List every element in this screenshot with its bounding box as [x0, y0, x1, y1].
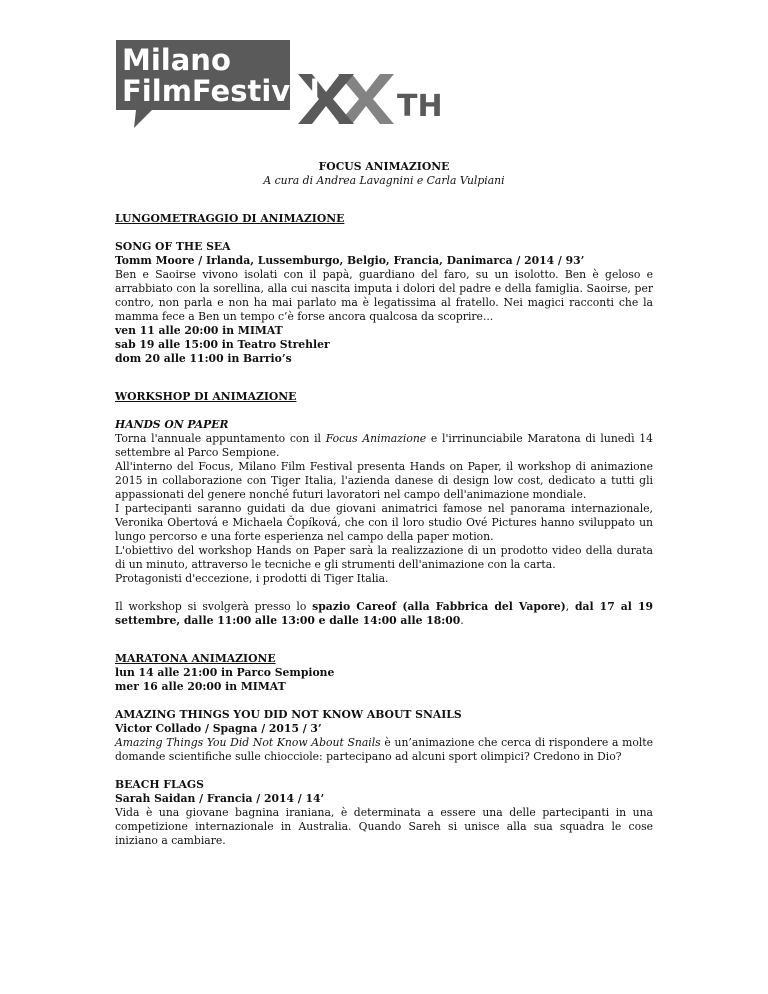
- section-heading-feature: LUNGOMETRAGGIO DI ANIMAZIONE: [115, 212, 345, 225]
- logo-line-filmfestival: FilmFestival: [122, 74, 320, 108]
- page-title: FOCUS ANIMAZIONE: [318, 160, 450, 173]
- curators-line: A cura di Andrea Lavagnini e Carla Vulpiani: [263, 174, 505, 187]
- film-title: AMAZING THINGS YOU DID NOT KNOW ABOUT SNAILS: [115, 708, 462, 721]
- film-credits: Victor Collado / Spagna / 2015 / 3’: [115, 722, 322, 735]
- film-credits: Sarah Saidan / Francia / 2014 / 14’: [115, 792, 325, 805]
- workshop-title: HANDS ON PAPER: [115, 418, 229, 431]
- document-body: [115, 160, 653, 848]
- logo-edition-suffix: TH: [397, 89, 443, 124]
- section-heading-workshop: WORKSHOP DI ANIMAZIONE: [115, 390, 297, 403]
- screening-line: mer 16 alle 20:00 in MIMAT: [115, 680, 286, 693]
- section-heading-marathon: MARATONA ANIMAZIONE: [115, 652, 276, 665]
- workshop-paragraph: I partecipanti saranno guidati da due giovani animatrici famose nel panorama internazionale, Veronika Obertová e Michaela Čopíková, che con il loro studio Ové Pictures hanno sviluppato un lungo percorso e una forte esperienza nel campo della paper motion.: [115, 502, 653, 543]
- film-synopsis: Vida è una giovane bagnina iraniana, è determinata a essere una delle partecipanti in una competizione internazionale in Australia. Quando Sareh si unisce alla sua squadra le cose iniziano a cambiare.: [115, 806, 653, 847]
- workshop-paragraph: Torna l'annuale appuntamento con il Focus Animazione e l'irrinunciabile Maratona di lunedì 14 settembre al Parco Sempione.: [115, 432, 653, 459]
- workshop-paragraph: All'interno del Focus, Milano Film Festival presenta Hands on Paper, il workshop di animazione 2015 in collaborazione con Tiger Italia, l'azienda danese di design low cost, dedicato a tutti gli appassionati del genere nonché futuri lavoratori nel campo dell'animazione mondiale.: [115, 460, 653, 501]
- workshop-venue: Il workshop si svolgerà presso lo spazio Careof (alla Fabbrica del Vapore), dal 17 al 19 settembre, dalle 11:00 alle 13:00 e dalle 14:00 alle 18:00.: [115, 600, 654, 627]
- screening-line: dom 20 alle 11:00 in Barrio’s: [115, 352, 292, 365]
- workshop-paragraph: L'obiettivo del workshop Hands on Paper sarà la realizzazione di un prodotto video della durata di un minuto, attraverso le tecniche e gli strumenti dell'animazione con la carta.: [115, 544, 653, 571]
- festival-logo: [112, 40, 452, 132]
- film-title: BEACH FLAGS: [115, 778, 204, 791]
- screening-line: lun 14 alle 21:00 in Parco Sempione: [115, 666, 335, 679]
- film-synopsis: Amazing Things You Did Not Know About Snails è un’animazione che cerca di rispondere a molte domande scientifiche sulle chiocciole: partecipano ad alcuni sport olimpici? Credono in Dio?: [115, 736, 653, 763]
- screening-line: sab 19 alle 15:00 in Teatro Strehler: [115, 338, 330, 351]
- film-credits: Tomm Moore / Irlanda, Lussemburgo, Belgio, Francia, Danimarca / 2014 / 93’: [115, 254, 585, 267]
- logo-line-milano: Milano: [122, 43, 231, 77]
- film-synopsis: Ben e Saoirse vivono isolati con il papà, guardiano del faro, su un isolotto. Ben è geloso e arrabbiato con la sorellina, alla cui nascita imputa i dolori del padre e della famiglia. Saoirse, per contro, non parla e non ha mai parlato ma è legatissima al fratello. Nei magici racconti che la mamma fece a Ben un tempo c’è forse ancora qualcosa da scoprire...: [115, 268, 653, 323]
- workshop-paragraph: Protagonisti d'eccezione, i prodotti di Tiger Italia.: [115, 572, 389, 585]
- screening-line: ven 11 alle 20:00 in MIMAT: [115, 324, 283, 337]
- film-title: SONG OF THE SEA: [115, 240, 231, 253]
